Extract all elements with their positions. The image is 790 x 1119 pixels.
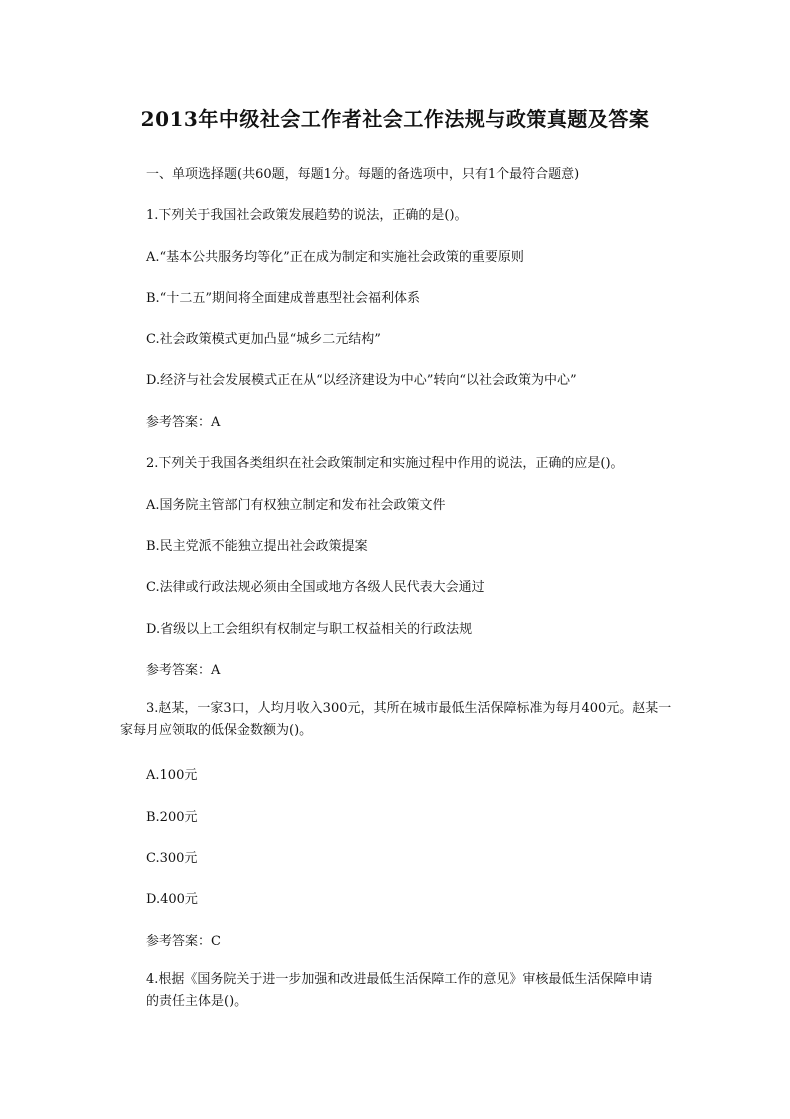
question-3-stem: 3.赵某，一家3口，人均月收入300元，其所在城市最低生活保障标准为每月400元。赵某一家每月应领取的低保金数额为()。 bbox=[120, 701, 672, 738]
question-2-stem: 2.下列关于我国各类组织在社会政策制定和实施过程中作用的说法，正确的应是()。 bbox=[146, 456, 624, 471]
question-3-answer: 参考答案：C bbox=[146, 934, 221, 949]
question-3-option-b: B.200元 bbox=[146, 810, 198, 825]
question-2-option-d: D.省级以上工会组织有权制定与职工权益相关的行政法规 bbox=[146, 622, 473, 637]
question-1-option-c: C.社会政策模式更加凸显“城乡二元结构” bbox=[146, 332, 381, 347]
section-heading: 一、单项选择题(共60题，每题1分。每题的备选项中，只有1个最符合题意) bbox=[146, 167, 580, 182]
question-4-stem: 4.根据《国务院关于进一步加强和改进最低生活保障工作的意见》审核最低生活保障申请的责任主体是()。 bbox=[146, 972, 653, 1009]
question-1-option-b: B.“十二五”期间将全面建成普惠型社会福利体系 bbox=[146, 291, 420, 306]
question-3-option-d: D.400元 bbox=[146, 892, 198, 907]
question-2-option-a: A.国务院主管部门有权独立制定和发布社会政策文件 bbox=[146, 498, 446, 513]
question-1-option-d: D.经济与社会发展模式正在从“以经济建设为中心”转向“以社会政策为中心” bbox=[146, 373, 577, 388]
question-2-answer: 参考答案：A bbox=[146, 663, 221, 678]
document-title: 2013年中级社会工作者社会工作法规与政策真题及答案 bbox=[140, 107, 650, 131]
question-3-option-a: A.100元 bbox=[146, 768, 198, 783]
question-3-option-c: C.300元 bbox=[146, 851, 198, 866]
question-1-answer: 参考答案：A bbox=[146, 415, 221, 430]
question-2-option-b: B.民主党派不能独立提出社会政策提案 bbox=[146, 539, 368, 554]
question-1-option-a: A.“基本公共服务均等化”正在成为制定和实施社会政策的重要原则 bbox=[146, 250, 524, 265]
question-2-option-c: C.法律或行政法规必须由全国或地方各级人民代表大会通过 bbox=[146, 580, 485, 595]
question-1-stem: 1.下列关于我国社会政策发展趋势的说法，正确的是()。 bbox=[146, 208, 468, 223]
